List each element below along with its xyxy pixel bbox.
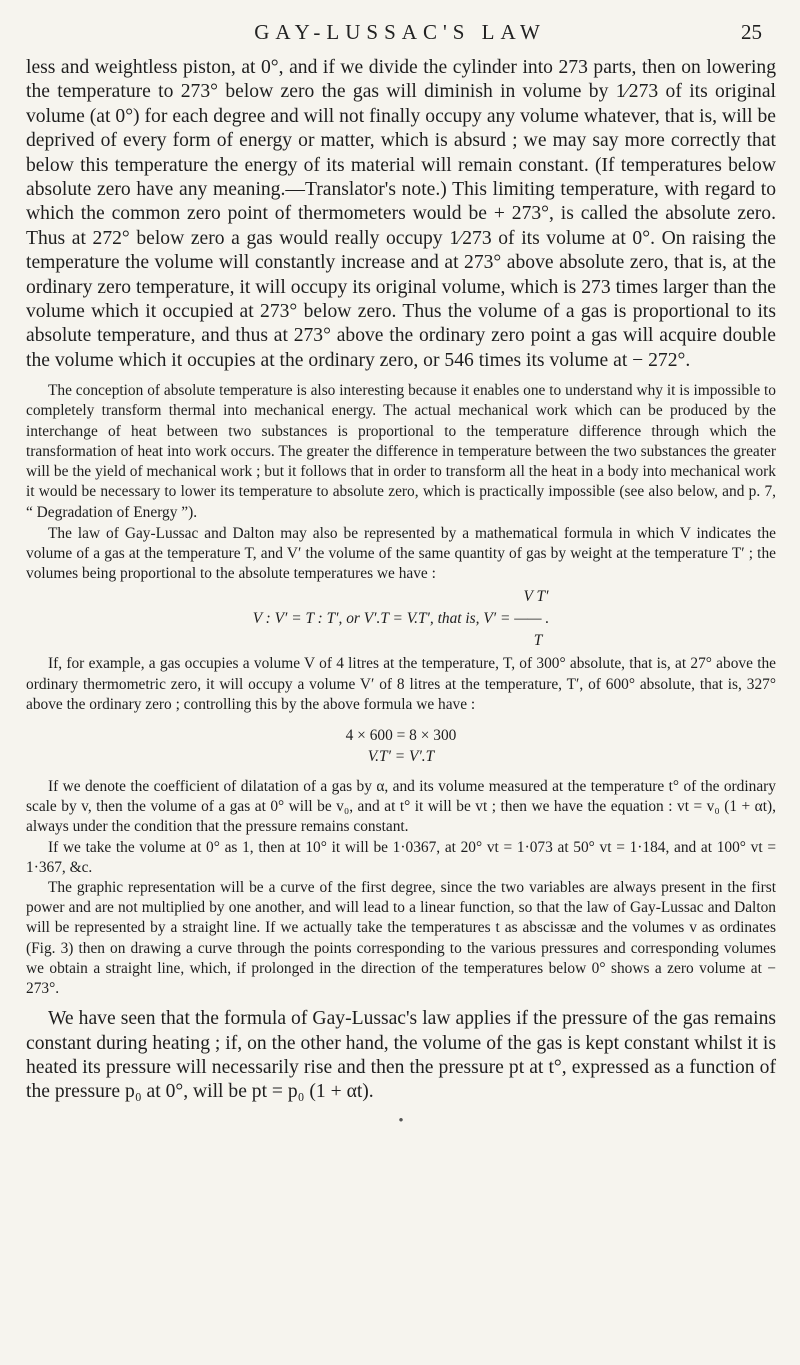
page-number: 25 — [741, 20, 762, 44]
running-head: GAY-LUSSAC'S LAW — [254, 20, 546, 44]
formula-proportion: V : V′ = T : T′, or V′.T = V.T′, that is, V′ = —— . — [252, 610, 550, 628]
formula-block — [26, 586, 776, 652]
paragraph-absolute-temperature-note: The conception of absolute temperature is also interesting because it enables one to understand why it is impossible to completely transform thermal into mechanical energy. The actual mechanical work which can be produced by the interchange of heat between two substances is proportional to the temperature difference through which the transformation of heat into work occurs. The greater the difference in temperature between the two substances the greater will be the yield of mechanical work ; but it follows that in order to transform all the heat in a body into mechanical work it would be necessary to lower its temperature to absolute zero, which is practically impossible (see also below, and p. 7, “ Degradation of Energy ”). — [26, 382, 776, 521]
example-equation-symbolic: V.T′ = V′.T — [367, 747, 435, 765]
paragraph-volume-values: If we take the volume at 0° as 1, then at 10° it will be 1·0367, at 20° vt = 1·073 at 50° vt = 1·184, and at 100° vt = 1·367, &c. — [26, 838, 776, 876]
page-body — [26, 56, 776, 1130]
paragraph-graphic-representation: The graphic representation will be a curve of the first degree, since the two variables are always present in the first power and are not multiplied by one another, and will lead to a linear function, so that the law of Gay-Lussac and Dalton will be represented by a straight line. If we actually take the temperatures t as abscissæ and the volumes v as ordinates (Fig. 3) then on drawing a curve through the points corresponding to the various pressures and corresponding volumes we obtain a straight line, which, if prolonged in the direction of the temperatures below 0° shows a zero volume at − 273°. — [26, 878, 776, 997]
paragraph-example: If, for example, a gas occupies a volume V of 4 litres at the temperature, T, of 300° absolute, that is, at 27° above the ordinary thermometric zero, it will occupy a volume V′ of 8 litres at the temperature, T′, of 600° absolute, that is, 327° above the ordinary zero ; controlling this by the above formula we have : — [26, 655, 776, 713]
page-header — [30, 12, 770, 52]
formula-fraction-numerator: V T′ — [523, 588, 549, 606]
example-equation-block — [26, 725, 776, 767]
paragraph-pressure: We have seen that the formula of Gay-Lussac's law applies if the pressure of the gas remains constant during heating ; if, on the other hand, the volume of the gas is kept constant whilst it is heated its pressure will necessarily rise and then the pressure pt at t°, expressed as a function of the pressure p₀ at 0°, will be pt = p₀ (1 + αt). — [26, 1008, 776, 1103]
paragraph-law-formula-intro: The law of Gay-Lussac and Dalton may also be represented by a mathematical formula in which V indicates the volume of a gas at the temperature T, and V′ the volume of the same quantity of gas by weight at the temperature T′ ; the volumes being proportional to the absolute temperatures we have : — [26, 524, 776, 583]
example-equation-numeric: 4 × 600 = 8 × 300 — [345, 726, 457, 744]
formula-fraction-denominator: T — [533, 632, 543, 650]
paragraph-coefficient: If we denote the coefficient of dilatation of a gas by α, and its volume measured at the temperature t° of the ordinary scale by v, then the volume of a gas at 0° will be v₀, and at t° it will be vt ; then we have the equation : vt = v₀ (1 + αt), always under the condition that the pressure remains constant. — [26, 777, 776, 836]
paragraph-absolute-zero: less and weightless piston, at 0°, and if we divide the cylinder into 273 parts, then on lowering the temperature to 273° below zero the gas will diminish in volume by 1⁄273 of its original volume (at 0°) for each degree and will not finally occupy any volume whatever, that is, will be deprived of every form of energy or matter, which is absurd ; we may say more correctly that below this temperature the energy of its material will remain constant. (If temperatures below absolute zero have any meaning.—Translator's note.) This limiting temperature, with regard to which the common zero point of thermometers would be + 273°, is called the absolute zero. Thus at 272° below zero a gas would really occupy 1⁄273 of its volume at 0°. On raising the temperature the volume will constantly increase and at 273° above absolute zero, that is, at the ordinary zero temperature, it will occupy its original volume, which is 273 times larger than the volume which it occupied at 273° below zero. Thus the volume of a gas is proportional to its absolute temperature, and thus at 273° above the ordinary zero point a gas will acquire double the volume which it occupies at the ordinary zero, or 546 times its volume at − 272°. — [26, 57, 776, 371]
footer-mark: • — [398, 1112, 404, 1129]
